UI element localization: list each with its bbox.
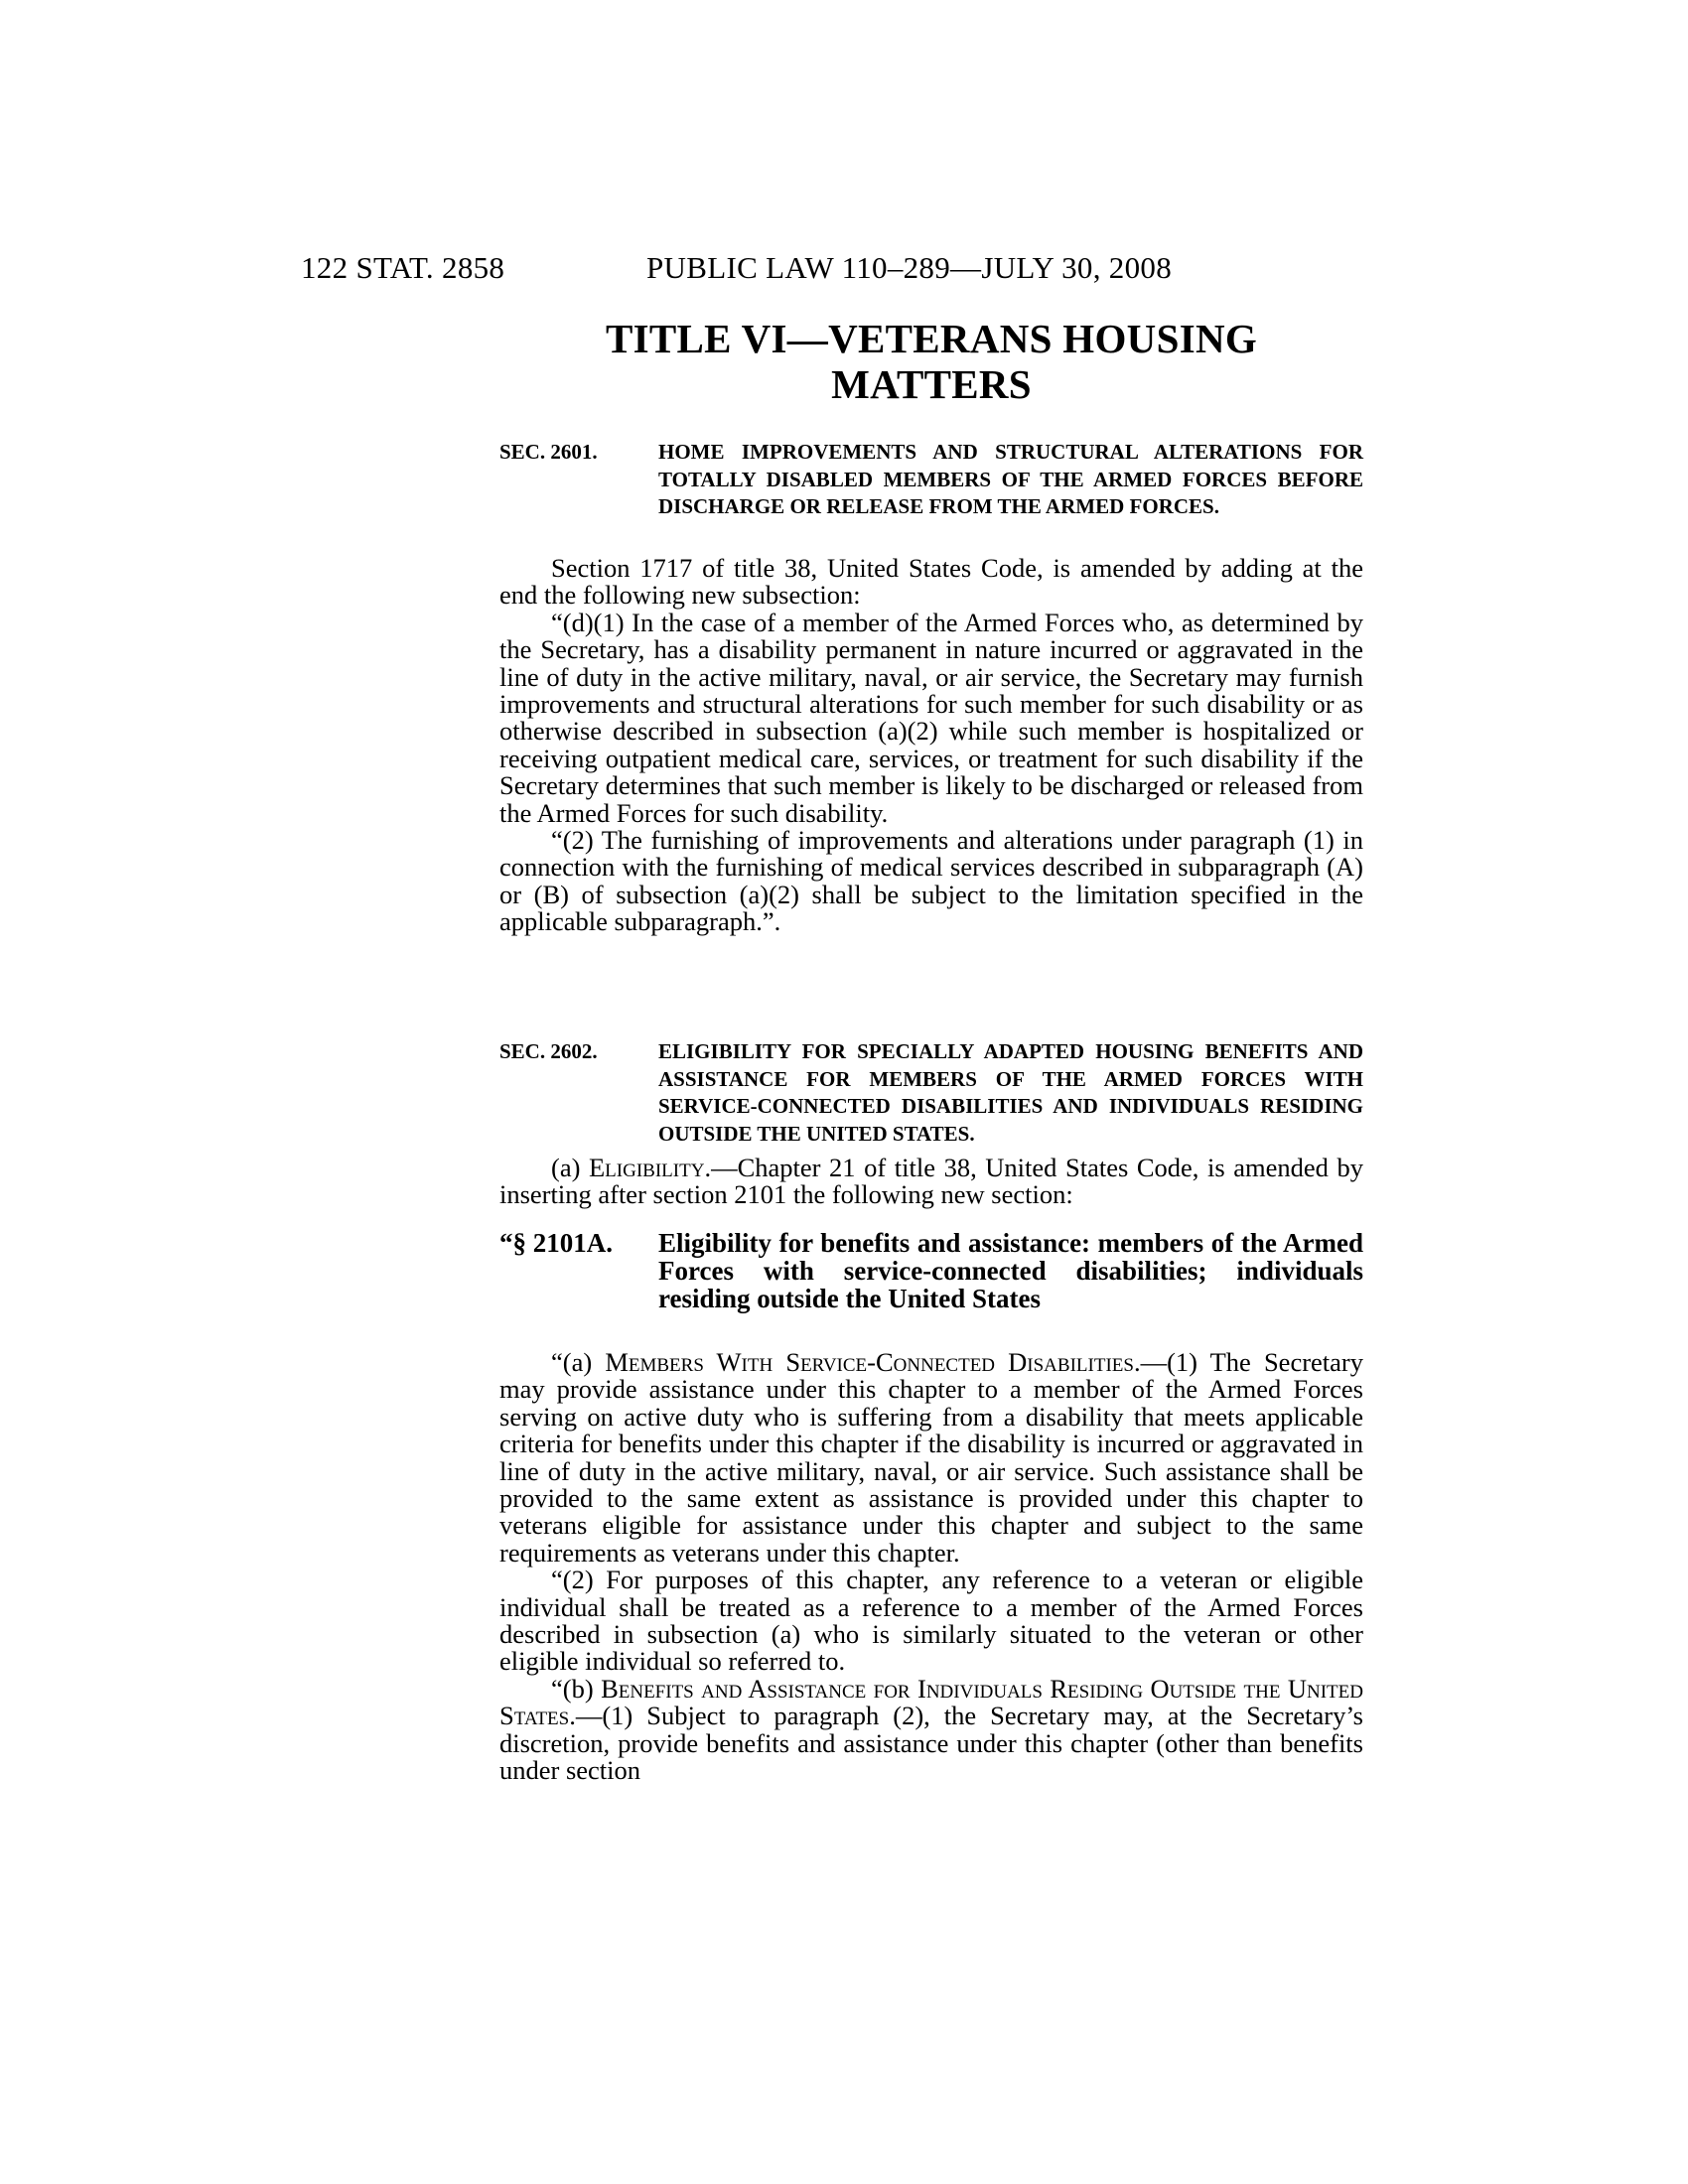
paragraph — [499, 1349, 1363, 1567]
paragraph: “(2) For purposes of this chapter, any reference to a veteran or eligible individual shall be treated as a reference to a member of the Armed Forces described in subsection (a) who is similarly situated to the veteran or other eligible individual so referred to. — [499, 1565, 1363, 1677]
section-2602-number: SEC. 2602. — [499, 1039, 598, 1063]
paragraph — [499, 1673, 1363, 1786]
paragraph: “(d)(1) In the case of a member of the Armed Forces who, as determined by the Secretary, has a disability permanent in nature incurred or aggravated in the line of duty in the active military, naval, or air service, the Secretary may furnish improvements and structural alterations for such member for such disability or as otherwise described in subsection (a)(2) while such member is hospitalized or receiving outpatient medical care, services, or treatment for such disability if the Secretary determines that such member is likely to be discharged or released from the Armed Forces for such disability. — [499, 607, 1363, 828]
subsection-label: “(b) — [551, 1673, 602, 1704]
section-2101a-heading — [499, 1229, 1363, 1312]
subsection-text: .—Chapter 21 of title 38, United States Code, is amended by inserting after section 2101 the following new section: — [499, 1153, 1363, 1210]
section-2602-title: ELIGIBILITY FOR SPECIALLY ADAPTED HOUSING BENEFITS AND ASSISTANCE FOR MEMBERS OF THE ARMED FORCES WITH SERVICE-CONNECTED DISABILITIES AND INDIVIDUALS RESIDING OUTSIDE THE UNITED STATES. — [658, 1039, 1363, 1146]
paragraph — [499, 1155, 1363, 1209]
subsection-label: (a) — [551, 1153, 589, 1182]
title-line-1: TITLE VI—VETERANS HOUSING — [605, 316, 1258, 361]
title-line-2: MATTERS — [831, 361, 1032, 407]
subsection-heading: Members With Service-Connected Disabilities — [605, 1347, 1134, 1377]
subsection-text: .—(1) The Secretary may provide assistance under this chapter to a member of the Armed Forces serving on active duty who is suffering from a disability that meets applicable criteria for benefits under this chapter if the disability is incurred or aggravated in line of duty in the active military, naval, or air service. Such assistance shall be provided to the same extent as assistance is provided under this chapter to veterans eligible for assistance under this chapter and subject to the same requirements as veterans under this chapter. — [499, 1347, 1363, 1568]
subsection-label: “(a) — [551, 1347, 606, 1377]
subsection-heading: Benefits and Assistance for Individuals Residing Outside the United States — [499, 1673, 1363, 1731]
section-2601-body — [499, 555, 1363, 936]
section-2101a-title: Eligibility for benefits and assistance: members of the Armed Forces with service-connected disabilities; individuals residing outside the United States — [658, 1228, 1363, 1313]
section-2602-body — [499, 1155, 1363, 1209]
subsection-text: .—(1) Subject to paragraph (2), the Secretary may, at the Secretary’s discretion, provide benefits and assistance under this chapter (other than benefits under section — [499, 1701, 1363, 1786]
section-2101a-number: “§ 2101A. — [499, 1228, 613, 1258]
section-2602-heading — [499, 1038, 1363, 1148]
title-heading — [501, 316, 1361, 407]
page-stat-number: 122 STAT. 2858 — [301, 250, 505, 285]
section-2601-title: HOME IMPROVEMENTS AND STRUCTURAL ALTERATIONS FOR TOTALLY DISABLED MEMBERS OF THE ARMED FORCES BEFORE DISCHARGE OR RELEASE FROM THE ARMED FORCES. — [658, 440, 1363, 518]
section-2101a-body — [499, 1349, 1363, 1785]
subsection-heading: Eligibility — [589, 1153, 705, 1182]
paragraph: “(2) The furnishing of improvements and alterations under paragraph (1) in connection with the furnishing of medical services described in subparagraph (A) or (B) of subsection (a)(2) shall be subject to the limitation specified in the applicable subparagraph.”. — [499, 825, 1363, 937]
section-2601-number: SEC. 2601. — [499, 440, 598, 464]
section-2601-heading — [499, 439, 1363, 521]
running-header: PUBLIC LAW 110–289—JULY 30, 2008 — [646, 250, 1173, 285]
paragraph: Section 1717 of title 38, United States Code, is amended by adding at the end the following new subsection: — [499, 553, 1363, 611]
